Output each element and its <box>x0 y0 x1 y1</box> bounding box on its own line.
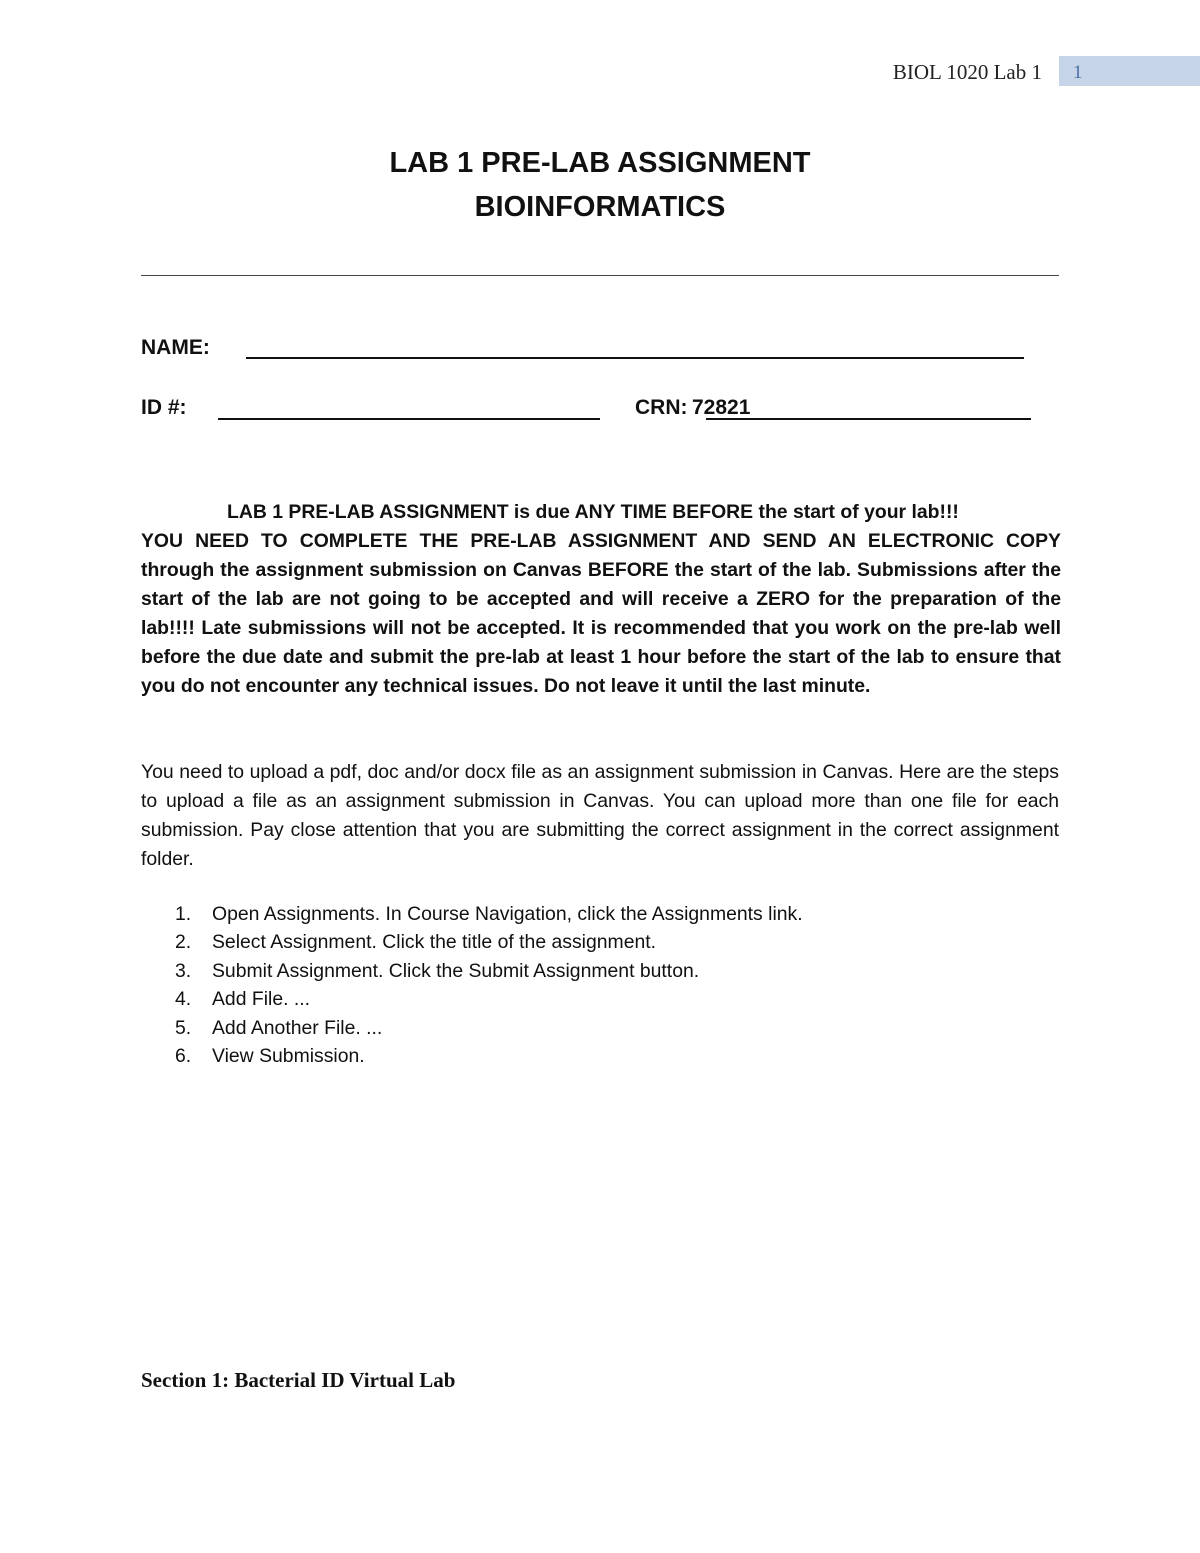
step-text: Select Assignment. Click the title of the assignment. <box>212 931 657 954</box>
step-text: View Submission. <box>212 1045 365 1068</box>
document-title: LAB 1 PRE-LAB ASSIGNMENT <box>389 147 811 179</box>
page-number: 1 <box>1073 62 1083 83</box>
list-item <box>141 1042 803 1070</box>
page-number-box <box>1059 56 1200 86</box>
running-header-title: BIOL 1020 Lab 1 <box>892 60 1042 84</box>
step-number: 3. <box>175 959 192 982</box>
name-field[interactable] <box>246 357 1024 359</box>
upload-instructions: You need to upload a pdf, doc and/or docx file as an assignment submission in Canvas. Here are the steps to upload a file as an assignment submission in Canvas. You can upload more than one file for each submission. Pay close attention that you are submitting the correct assignment in the correct assignment folder. <box>141 761 1059 870</box>
list-item <box>141 900 803 928</box>
crn-label: CRN: <box>635 396 688 419</box>
list-item <box>141 985 803 1013</box>
document-subtitle: BIOINFORMATICS <box>474 191 726 223</box>
step-text: Add File. ... <box>212 988 311 1011</box>
step-number: 2. <box>175 931 192 954</box>
notice-headline: LAB 1 PRE-LAB ASSIGNMENT is due ANY TIME BEFORE the start of your lab!!! <box>227 501 959 523</box>
step-text: Open Assignments. In Course Navigation, click the Assignments link. <box>212 903 803 925</box>
notice-body: YOU NEED TO COMPLETE THE PRE-LAB ASSIGNMENT AND SEND AN ELECTRONIC COPY through the assignment submission on Canvas BEFORE the start of the lab. Submissions after the start of the lab are not going to be accepted and will receive a ZERO for the preparation of the lab!!!! Late submissions will not be accepted. It is recommended that you work on the pre-lab well before the due date and submit the pre-lab at least 1 hour before the start of the lab to ensure that you do not encounter any technical issues. Do not leave it until the last minute. <box>141 530 1061 697</box>
name-label: NAME: <box>141 336 210 359</box>
upload-steps-list <box>141 900 803 1070</box>
step-number: 1. <box>175 903 192 925</box>
crn-value: 72821 <box>692 396 751 419</box>
id-label: ID #: <box>141 396 187 419</box>
crn-field[interactable] <box>706 418 1031 420</box>
step-number: 5. <box>175 1016 192 1039</box>
step-text: Submit Assignment. Click the Submit Assignment button. <box>212 959 700 982</box>
list-item <box>141 1014 803 1042</box>
due-date-notice <box>141 498 1061 701</box>
step-text: Add Another File. ... <box>212 1016 383 1039</box>
step-number: 6. <box>175 1045 192 1068</box>
id-field[interactable] <box>218 418 600 420</box>
title-divider <box>141 275 1059 276</box>
section-heading: Section 1: Bacterial ID Virtual Lab <box>141 1368 456 1392</box>
step-number: 4. <box>175 988 192 1011</box>
list-item <box>141 928 803 956</box>
list-item <box>141 957 803 985</box>
